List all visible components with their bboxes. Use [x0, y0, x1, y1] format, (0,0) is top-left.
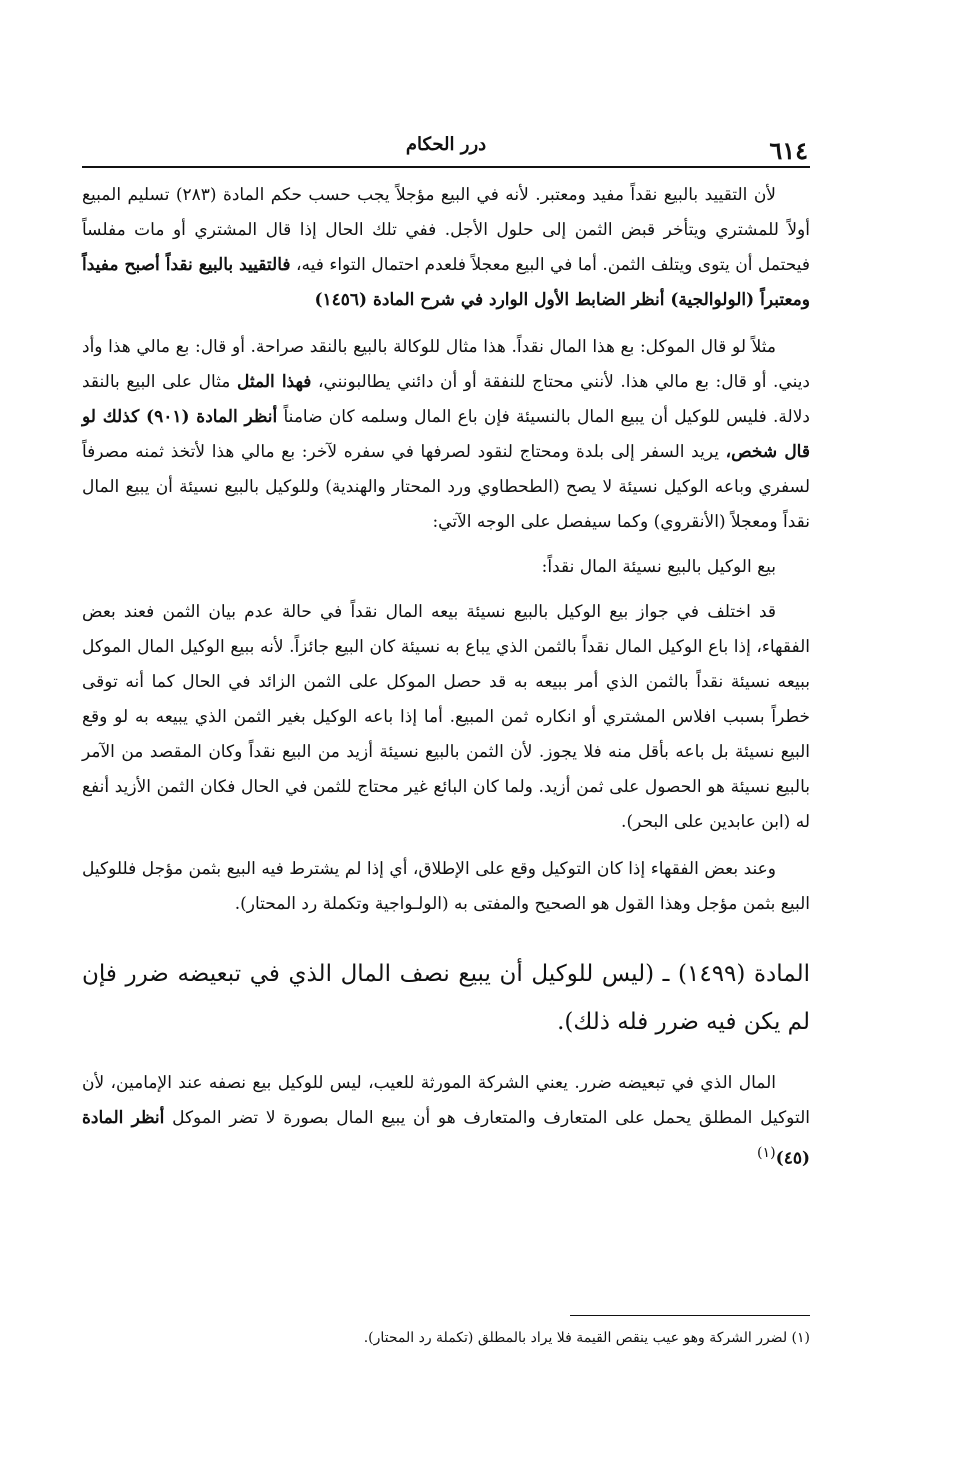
running-title: درر الحكام: [405, 134, 487, 155]
body-text: [82, 178, 810, 1177]
article-heading: المادة (١٤٩٩) ـ (ليس للوكيل أن يبيع نصف المال الذي في تبعيضه ضرر فإن لم يكن فيه ضرر فله ذلك).: [82, 961, 811, 1035]
paragraph-5-bold: أنظر المادة (٤٥): [82, 1108, 810, 1169]
subheading: بيع الوكيل بالبيع نسيئة المال نقداً:: [541, 557, 776, 577]
header-rule: [82, 166, 810, 168]
page-header: [82, 126, 810, 165]
paragraph-2-bold-1: فهذا المثل: [236, 372, 312, 392]
paragraph-2: [82, 330, 810, 540]
document-page: [82, 120, 810, 1380]
paragraph-1: [82, 178, 810, 318]
paragraph-1-bold: فالتقييد بالبيع نقداً أصبح مفيداً ومعتبراً (الولوالجية) أنظر الضابط الأول الوارد في شرح المادة (١٤٥٦): [82, 255, 810, 310]
paragraph-5: [82, 1066, 810, 1177]
paragraph-2-text-b: مثال على البيع بالنقد دلالة. فليس للوكيل أن يبيع المال بالنسيئة فإن باع المال وسلمه كان ضامناً: [82, 372, 810, 427]
paragraph-2-text-a: مثلاً لو قال الموكل: بع هذا المال نقداً. هذا مثال للوكالة بالبيع بالنقد صراحة. أو قال: بع مالي هذا وأد ديني. أو قال: بع مالي هذا. لأنني محتاج للنفقة أو أن دائني يطالبونني،: [82, 337, 810, 392]
paragraph-3: قد اختلف في جواز بيع الوكيل بالبيع نسيئة بيعه المال نقداً في حالة عدم بيان الثمن فعند بعض الفقهاء، إذا باع الوكيل المال نقداً بالثمن الذي يباع به نسيئة كان البيع جائزاً. لأنه ببيع الوكيل المال الموكل ببيعه نسيئة نقداً بالثمن الذي أمر ببيعه به قد حصل الموكل على الثمن الزائد في الحال كما أنه توقى خطراً بسبب افلاس المشتري أو انكاره ثمن المبيع. أما إذا باعه الوكيل بغير الثمن الذي يبيعه به لو وقع البيع نسيئة بل باعه بأقل منه فلا يجوز. لأن الثمن بالبيع نسيئة أزيد من البيع نقداً وكان المقصد من الآمر بالبيع نسيئة هو الحصول على ثمن أزيد. ولما كان البائع غير محتاج للثمن في الحال فكان الثمن الأزيد أنفع له (ابن عابدين على البحر).: [82, 602, 810, 832]
footnote-rule: [570, 1315, 810, 1316]
paragraph-4: وعند بعض الفقهاء إذا كان التوكيل وقع على الإطلاق، أي إذا لم يشترط فيه البيع بثمن مؤجل فللوكيل البيع بثمن مؤجل وهذا القول هو الصحيح والمفتى به (الولـواجية وتكملة رد المحتار).: [82, 859, 810, 914]
paragraph-5-text: المال الذي في تبعيضه ضرر. يعني الشركة المورثة للعيب، ليس للوكيل بيع نصفه عند الإمامين، لأن التوكيل المطلق يحمل على المتعارف والمتعارف هو أن يبيع المال بصورة لا تضر الموكل: [82, 1073, 810, 1128]
footnote: (١) لضرر الشركة وهو عيب ينقص القيمة فلا يراد بالمطلق (تكملة رد المحتار).: [363, 1330, 810, 1346]
paragraph-1-text: لأن التقييد بالبيع نقداً مفيد ومعتبر. لأنه في البيع مؤجلاً يجب حسب حكم المادة (٢٨٣) تسليم المبيع أولاً للمشتري ويتأخر قبض الثمن إلى حلول الأجل. ففي تلك الحال إذا قال المشتري أو مات مفلساً فيحتمل أن يتوى ويتلف الثمن. أما في البيع معجلاً فلعدم احتمال التواء فيه،: [82, 185, 810, 275]
footnote-marker: (١): [756, 1145, 776, 1161]
paragraph-2-bold-2: أنظر المادة (٩٠١) كذلك لو قال شخص،: [82, 407, 810, 462]
page-number: ٦١٤: [769, 136, 808, 165]
paragraph-2-text-c: يريد السفر إلى بلدة ومحتاج لنقود لصرفها في سفره لآخر: بع مالي هذا لأتخذ ثمنه مصرفاً لسفري وباعه الوكيل نسيئة لا يصح (الطحطاوي ورد المحتار والهندية) وللوكيل بالبيع نسيئة أن يبيع المال نقداً ومعجلاً (الأنقروي) وكما سيفصل على الوجه الآتي:: [82, 442, 810, 532]
